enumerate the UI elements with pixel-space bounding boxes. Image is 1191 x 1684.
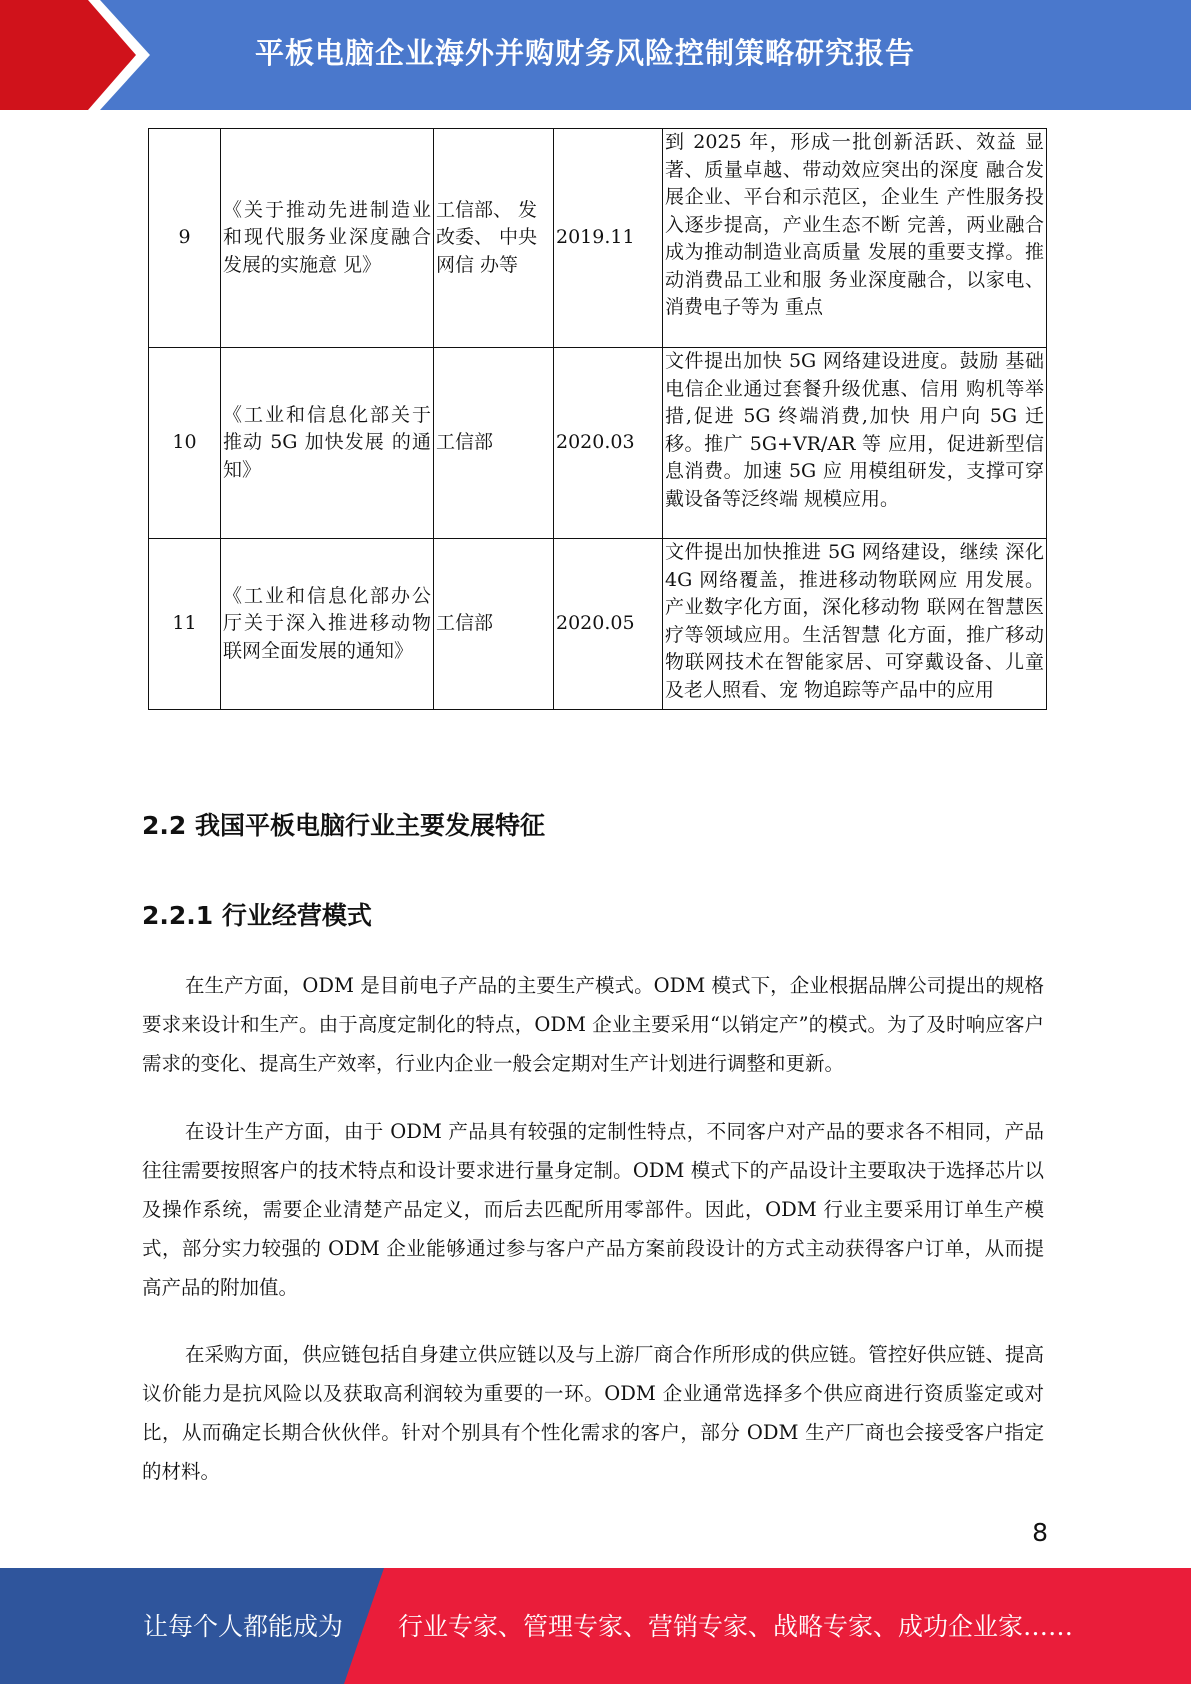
table-row — [149, 129, 1047, 348]
row-number: 10 — [149, 348, 221, 539]
footer-slogan-right: 行业专家、管理专家、营销专家、战略专家、成功企业家…… — [398, 1612, 1074, 1641]
footer-slogan-left: 让每个人都能成为 — [143, 1612, 344, 1641]
paragraph-procurement: 在采购方面，供应链包括自身建立供应链以及与上游厂商合作所形成的供应链。管控好供应链、提高议价能力是抗风险以及获取高利润较为重要的一环。ODM 企业通常选择多个供应商进行资质鉴定或对比，从而确定长期合伙伙伴。针对个别具有个性化需求的客户，部分 ODM 生产厂商也会接受客户指定的材料。 — [142, 1343, 1044, 1483]
page-footer — [0, 1568, 1191, 1684]
paragraph-design: 在设计生产方面，由于 ODM 产品具有较强的定制性特点，不同客户对产品的要求各不相同，产品往往需要按照客户的技术特点和设计要求进行量身定制。ODM 模式下的产品设计主要取决于选择芯片以及操作系统，需要企业清楚产品定义，而后去匹配所用零部件。因此，ODM 行业主要采用订单生产模式，部分实力较强的 ODM 企业能够通过参与客户产品方案前段设计的方式主动获得客户订单，从而提高产品的附加值。 — [142, 1120, 1044, 1299]
policy-content-cell — [663, 539, 1047, 710]
section-heading: 2.2 我国平板电脑行业主要发展特征 — [142, 811, 545, 840]
row-number: 11 — [149, 539, 221, 710]
policy-date: 2020.03 — [554, 348, 663, 539]
policy-name: 《关于推动先进制造业和现代服务业深度融合发展的实施意 见》 — [221, 129, 434, 348]
policy-date: 2019.11 — [554, 129, 663, 348]
header-chevron-icon — [0, 0, 160, 110]
report-title: 平板电脑企业海外并购财务风险控制策略研究报告 — [255, 36, 916, 70]
subsection-heading: 2.2.1 行业经营模式 — [142, 901, 372, 930]
page-header — [0, 0, 1191, 110]
table-row — [149, 539, 1047, 710]
policy-date: 2020.05 — [554, 539, 663, 710]
paragraph-production: 在生产方面，ODM 是目前电子产品的主要生产模式。ODM 模式下，企业根据品牌公司提出的规格要求来设计和生产。由于高度定制化的特点，ODM 企业主要采用“以销定产”的模式。为了及时响应客户需求的变化、提高生产效率，行业内企业一般会定期对生产计划进行调整和更新。 — [142, 974, 1044, 1075]
policy-table — [148, 128, 1047, 710]
policy-name: 《工业和信息化部关于推动 5G 加快发展 的通知》 — [221, 348, 434, 539]
policy-department: 工信部 — [434, 348, 554, 539]
row-number: 9 — [149, 129, 221, 348]
policy-content: 到 2025 年，形成一批创新活跃、效益 显著、质量卓越、带动效应突出的深度 融合发展企业、平台和示范区，企业生 产性服务投入逐步提高，产业生态不断 完善，两业融合成为推动制造业高质量 发展的重要支撑。推动消费品工业和服 务业深度融合，以家电、消费电子等为 重点 — [663, 129, 1047, 348]
table-row — [149, 348, 1047, 539]
policy-content: 文件提出加快 5G 网络建设进度。鼓励 基础电信企业通过套餐升级优惠、信用 购机等举措,促进 5G 终端消费,加快 用户向 5G 迁移。推广 5G+VR/AR 等 应用，促进新型信息消费。加速 5G 应 用模组研发，支撑可穿戴设备等泛终端 规模应用。 — [663, 348, 1047, 539]
policy-content: 文件提出加快推进 5G 网络建设，继续 深化 4G 网络覆盖，推进移动物联网应 用发展。产业数字化方面，深化移动物 联网在智慧医疗等领域应用。生活智慧 化方面，推广移动物联网技术在智能家居、可穿戴设备、儿童及老人照看、宠 物追踪等产品中的应用 — [665, 541, 1044, 701]
policy-department: 工信部 — [434, 539, 554, 710]
policy-name: 《工业和信息化部办公厅关于深入推进移动物联网全面发展的通知》 — [221, 539, 434, 710]
policy-department: 工信部、 发改委、 中央网信 办等 — [434, 129, 554, 348]
page-number: 8 — [1032, 1518, 1048, 1547]
